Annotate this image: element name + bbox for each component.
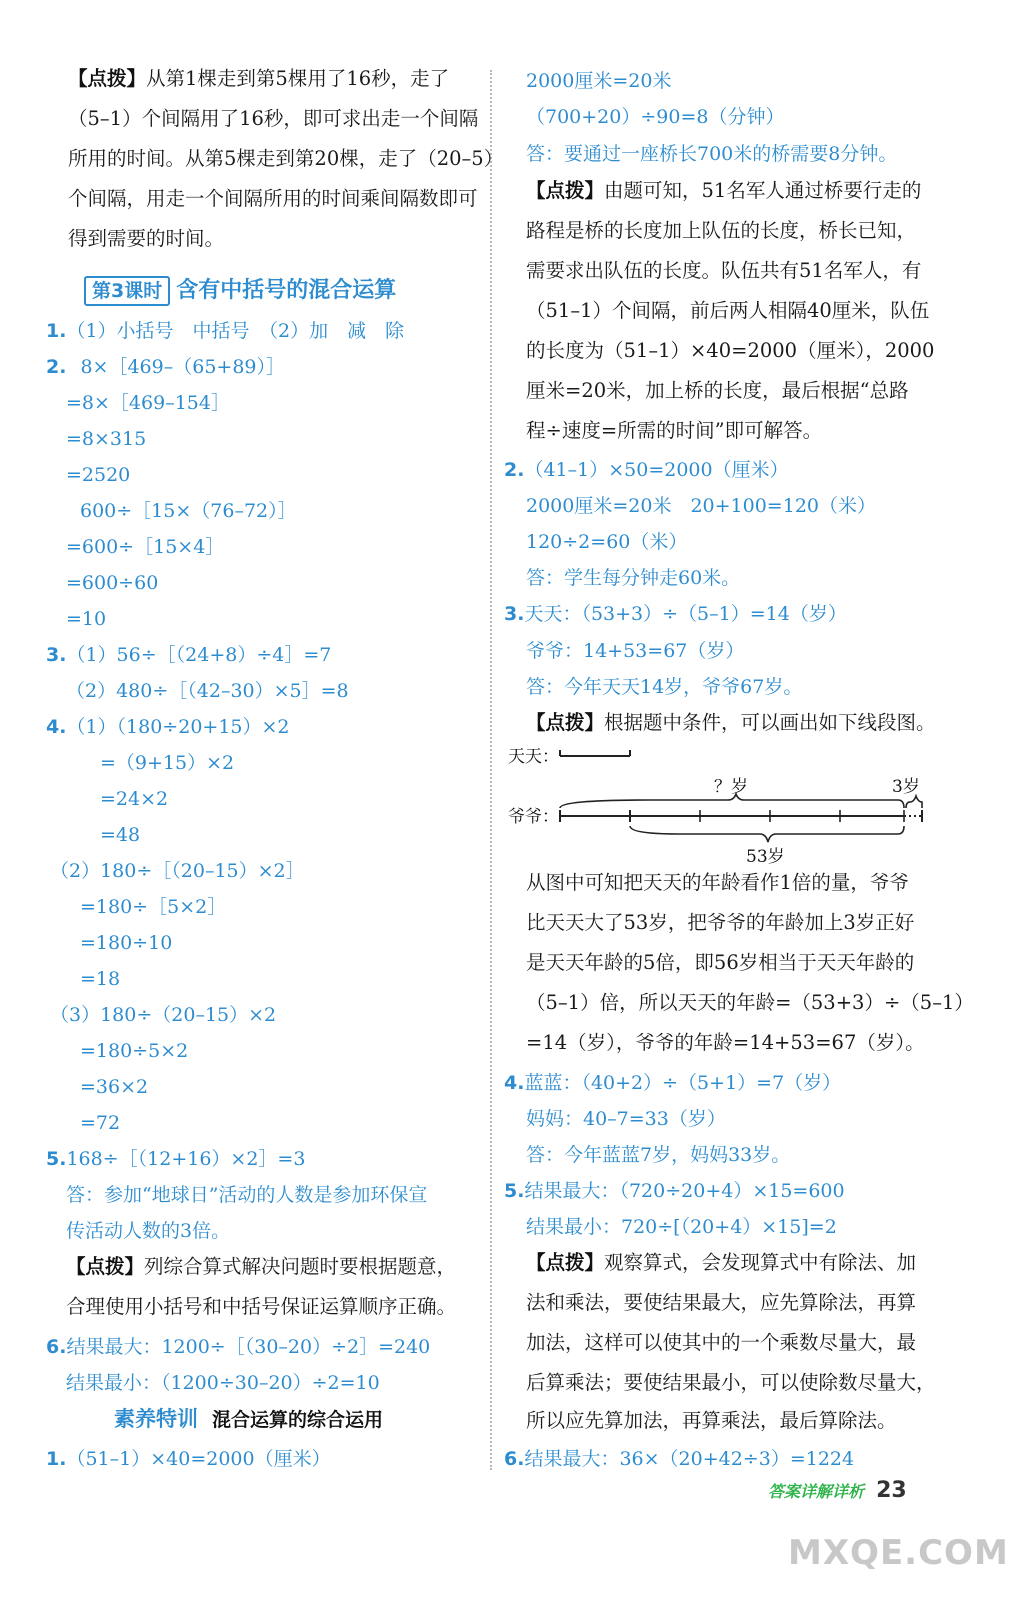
footer-label: 答案详解详析	[768, 1482, 865, 1501]
answer-line: 3.（1）56÷［（24+8）÷4］=7	[46, 644, 332, 666]
answer-line: 2. 8×［469–（65+89）］	[46, 356, 286, 378]
tip-line: （51–1）个间隔，前后两人相隔40厘米，队伍	[526, 299, 930, 322]
footer	[768, 1478, 907, 1505]
special-header	[114, 1406, 383, 1433]
answer-line: 5.168÷［（12+16）×2］=3	[46, 1148, 306, 1170]
answer-line: 1.（51–1）×40=2000（厘米）	[46, 1448, 331, 1470]
tip-line: 个间隔，用走一个间隔所用的时间乘间隔数即可	[68, 187, 478, 210]
segment-diagram	[498, 738, 1032, 870]
answer-line: 600÷［15×（76–72）］	[80, 500, 297, 522]
special-subtitle: 混合运算的综合运用	[212, 1409, 384, 1431]
answer-line: 答：今年蓝蓝7岁，妈妈33岁。	[526, 1144, 791, 1166]
column-divider	[490, 70, 492, 1470]
lesson-header	[84, 276, 396, 306]
tip-line: 【点拨】列综合算式解决问题时要根据题意，	[66, 1255, 457, 1278]
answer-line: 6.结果最大：1200÷［（30–20）÷2］=240	[46, 1336, 431, 1358]
tip-line: 需要求出队伍的长度。队伍共有51名军人，有	[526, 259, 922, 282]
answer-line: 1.（1）小括号 中括号 （2）加 减 除	[46, 320, 405, 342]
three-years-label: 3岁	[892, 777, 920, 797]
answer-line: 结果最小：（1200÷30–20）÷2=10	[66, 1372, 380, 1394]
answer-line: 答：今年天天14岁，爷爷67岁。	[526, 676, 803, 698]
yeye-label: 爷爷：	[508, 807, 559, 827]
tip-line: 后算乘法；要使结果最小，可以使除数尽量大，	[526, 1371, 936, 1394]
watermark: MXQE.COM	[788, 1533, 1009, 1573]
tip-line: 加法，这样可以使其中的一个乘数尽量大，最	[526, 1331, 917, 1354]
answer-line: =36×2	[80, 1076, 149, 1098]
answer-line: =18	[80, 968, 121, 990]
answer-line: 2000厘米=20米 20+100=120（米）	[526, 495, 876, 517]
lesson-title: 含有中括号的混合运算	[176, 278, 397, 303]
tip-line: 【点拨】观察算式，会发现算式中有除法、加	[526, 1251, 917, 1274]
answer-line: =600÷60	[66, 572, 159, 594]
answer-line: 5.结果最大：（720÷20+4）×15=600	[504, 1180, 845, 1202]
explain-line: （5–1）倍，所以天天的年龄=（53+3）÷（5–1）	[526, 991, 974, 1014]
answer-line: 6.结果最大：36×（20+42÷3）=1224	[504, 1448, 855, 1470]
explain-line: 从图中可知把天天的年龄看作1倍的量，爷爷	[526, 871, 909, 894]
answer-line: 120÷2=60（米）	[526, 531, 688, 553]
tip-line: 所用的时间。从第5棵走到第20棵，走了（20–5）	[68, 147, 504, 170]
answer-line: =（9+15）×2	[100, 752, 235, 774]
answer-line: =8×［469–154］	[66, 392, 230, 414]
question-label: ？岁	[714, 777, 748, 797]
answer-line: =72	[80, 1112, 121, 1134]
page-number: 23	[876, 1478, 907, 1503]
answer-line: =180÷5×2	[80, 1040, 189, 1062]
tip-line: 合理使用小括号和中括号保证运算顺序正确。	[66, 1295, 457, 1318]
answer-line: 4.（1）（180÷20+15）×2	[46, 716, 290, 738]
explain-line: =14（岁），爷爷的年龄=14+53=67（岁）。	[526, 1031, 925, 1054]
explain-line: 比天天大了53岁，把爷爷的年龄加上3岁正好	[526, 911, 915, 934]
answer-line: 妈妈：40–7=33（岁）	[526, 1108, 726, 1130]
tip-line: 厘米=20米，加上桥的长度，最后根据“总路	[526, 379, 909, 402]
tip-line: 得到需要的时间。	[68, 227, 225, 250]
answer-line: 2000厘米=20米	[526, 70, 672, 92]
answer-line: 结果最小：720÷[（20+4）×15]=2	[526, 1216, 837, 1238]
answer-line: （3）180÷（20–15）×2	[50, 1004, 277, 1026]
tip-line: 【点拨】从第1棵走到第5棵用了16秒，走了	[68, 67, 450, 90]
answer-line: 答：参加“地球日”活动的人数是参加环保宣	[66, 1184, 428, 1206]
tip-line: 的长度为（51–1）×40=2000（厘米），2000	[526, 339, 935, 362]
tip-line: 路程是桥的长度加上队伍的长度，桥长已知，	[526, 219, 917, 242]
answer-line: =8×315	[66, 428, 147, 450]
tip-line: 【点拨】根据题中条件，可以画出如下线段图。	[526, 711, 936, 734]
tiantian-label: 天天：	[508, 747, 559, 767]
answer-line: =600÷［15×4］	[66, 536, 225, 558]
answer-line: 答：学生每分钟走60米。	[526, 567, 741, 589]
answer-line: （2）480÷［（42–30）×5］=8	[66, 680, 349, 702]
tip-line: 【点拨】由题可知，51名军人通过桥要行走的	[526, 179, 922, 202]
tip-line: 法和乘法，要使结果最大，应先算除法，再算	[526, 1291, 917, 1314]
answer-line: 答：要通过一座桥长700米的桥需要8分钟。	[526, 143, 898, 165]
answer-line: =2520	[66, 464, 131, 486]
lesson-tag: 第3课时	[84, 276, 170, 306]
answer-line: =24×2	[100, 788, 169, 810]
three-brace	[906, 796, 922, 808]
answer-line: =48	[100, 824, 141, 846]
total-brace	[630, 826, 904, 842]
tip-line: 所以应先算加法，再算乘法，最后算除法。	[526, 1409, 897, 1432]
answer-line: =180÷［5×2］	[80, 896, 227, 918]
explain-line: 是天天年龄的5倍，即56岁相当于天天年龄的	[526, 951, 915, 974]
answer-line: =180÷10	[80, 932, 173, 954]
tip-line: 程÷速度=所需的时间”即可解答。	[526, 419, 823, 442]
answer-line: 爷爷：14+53=67（岁）	[526, 640, 745, 662]
answer-line: （700+20）÷90=8（分钟）	[526, 106, 785, 128]
answer-line: 3.天天：（53+3）÷（5–1）=14（岁）	[504, 603, 847, 625]
answer-line: 传活动人数的3倍。	[66, 1220, 231, 1242]
special-title: 素养特训	[114, 1407, 198, 1431]
answer-line: （2）180÷［（20–15）×2］	[50, 860, 305, 882]
answer-line: 2.（41–1）×50=2000（厘米）	[504, 459, 789, 481]
answer-line: 4.蓝蓝：（40+2）÷（5+1）=7（岁）	[504, 1072, 842, 1094]
fifty-three-label: 53岁	[746, 847, 785, 867]
tip-line: （5–1）个间隔用了16秒，即可求出走一个间隔	[68, 107, 479, 130]
answer-line: =10	[66, 608, 107, 630]
